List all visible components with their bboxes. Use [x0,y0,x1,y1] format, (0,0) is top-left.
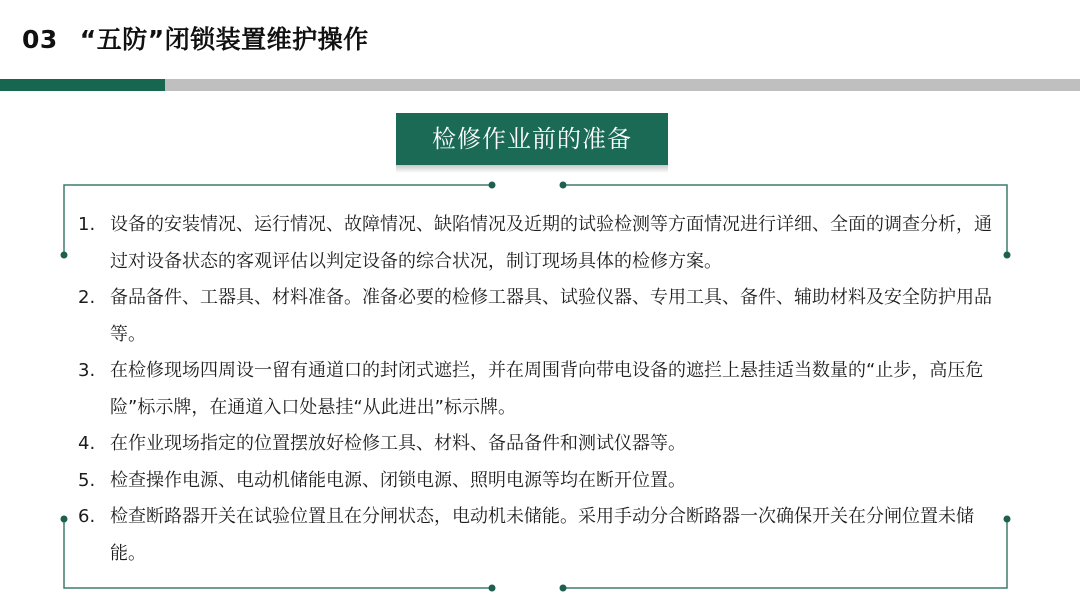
item-number: 1. [78,214,96,235]
frame-dot [489,585,496,592]
item-text: 在检修现场四周设一留有通道口的封闭式遮拦，并在周围背向带电设备的遮拦上悬挂适当数量的“止步，高压危险”标示牌，在通道入口处悬挂“从此进出”标示牌。 [110,360,984,418]
frame-dot [1004,252,1011,259]
item-text: 检查断路器开关在试验位置且在分闸状态，电动机未储能。采用手动分合断路器一次确保开关在分闸位置未储能。 [110,506,974,564]
frame-dot [61,252,68,259]
item-text: 检查操作电源、电动机储能电源、闭锁电源、照明电源等均在断开位置。 [110,469,686,491]
section-title: “五防”闭锁装置维护操作 [79,25,369,54]
item-text: 设备的安装情况、运行情况、故障情况、缺陷情况及近期的试验检测等方面情况进行详细、全面的调查分析，通过对设备状态的客观评估以判定设备的综合状况，制订现场具体的检修方案。 [110,214,992,272]
list-item [78,463,998,500]
item-text: 备品备件、工器具、材料准备。准备必要的检修工器具、试验仪器、专用工具、备件、辅助材料及安全防护用品等。 [110,287,992,345]
frame-dot [560,182,567,189]
list-item [78,207,998,280]
item-number: 2. [78,287,96,308]
item-number: 5. [78,469,96,491]
subtitle-text: 检修作业前的准备 [396,113,668,165]
frame-dot [489,182,496,189]
list-item [78,280,998,353]
section-number: 03 [22,25,58,54]
list-item [78,499,998,572]
item-number: 6. [78,506,96,527]
list-item [78,353,998,426]
frame-dot [560,585,567,592]
item-text: 在作业现场指定的位置摆放好检修工具、材料、备品备件和测试仪器等。 [110,433,686,454]
frame-dot [61,516,68,523]
frame-dot [1004,516,1011,523]
list-item [78,426,998,463]
item-number: 3. [78,360,96,381]
preparation-list [78,207,998,572]
item-number: 4. [78,433,96,454]
